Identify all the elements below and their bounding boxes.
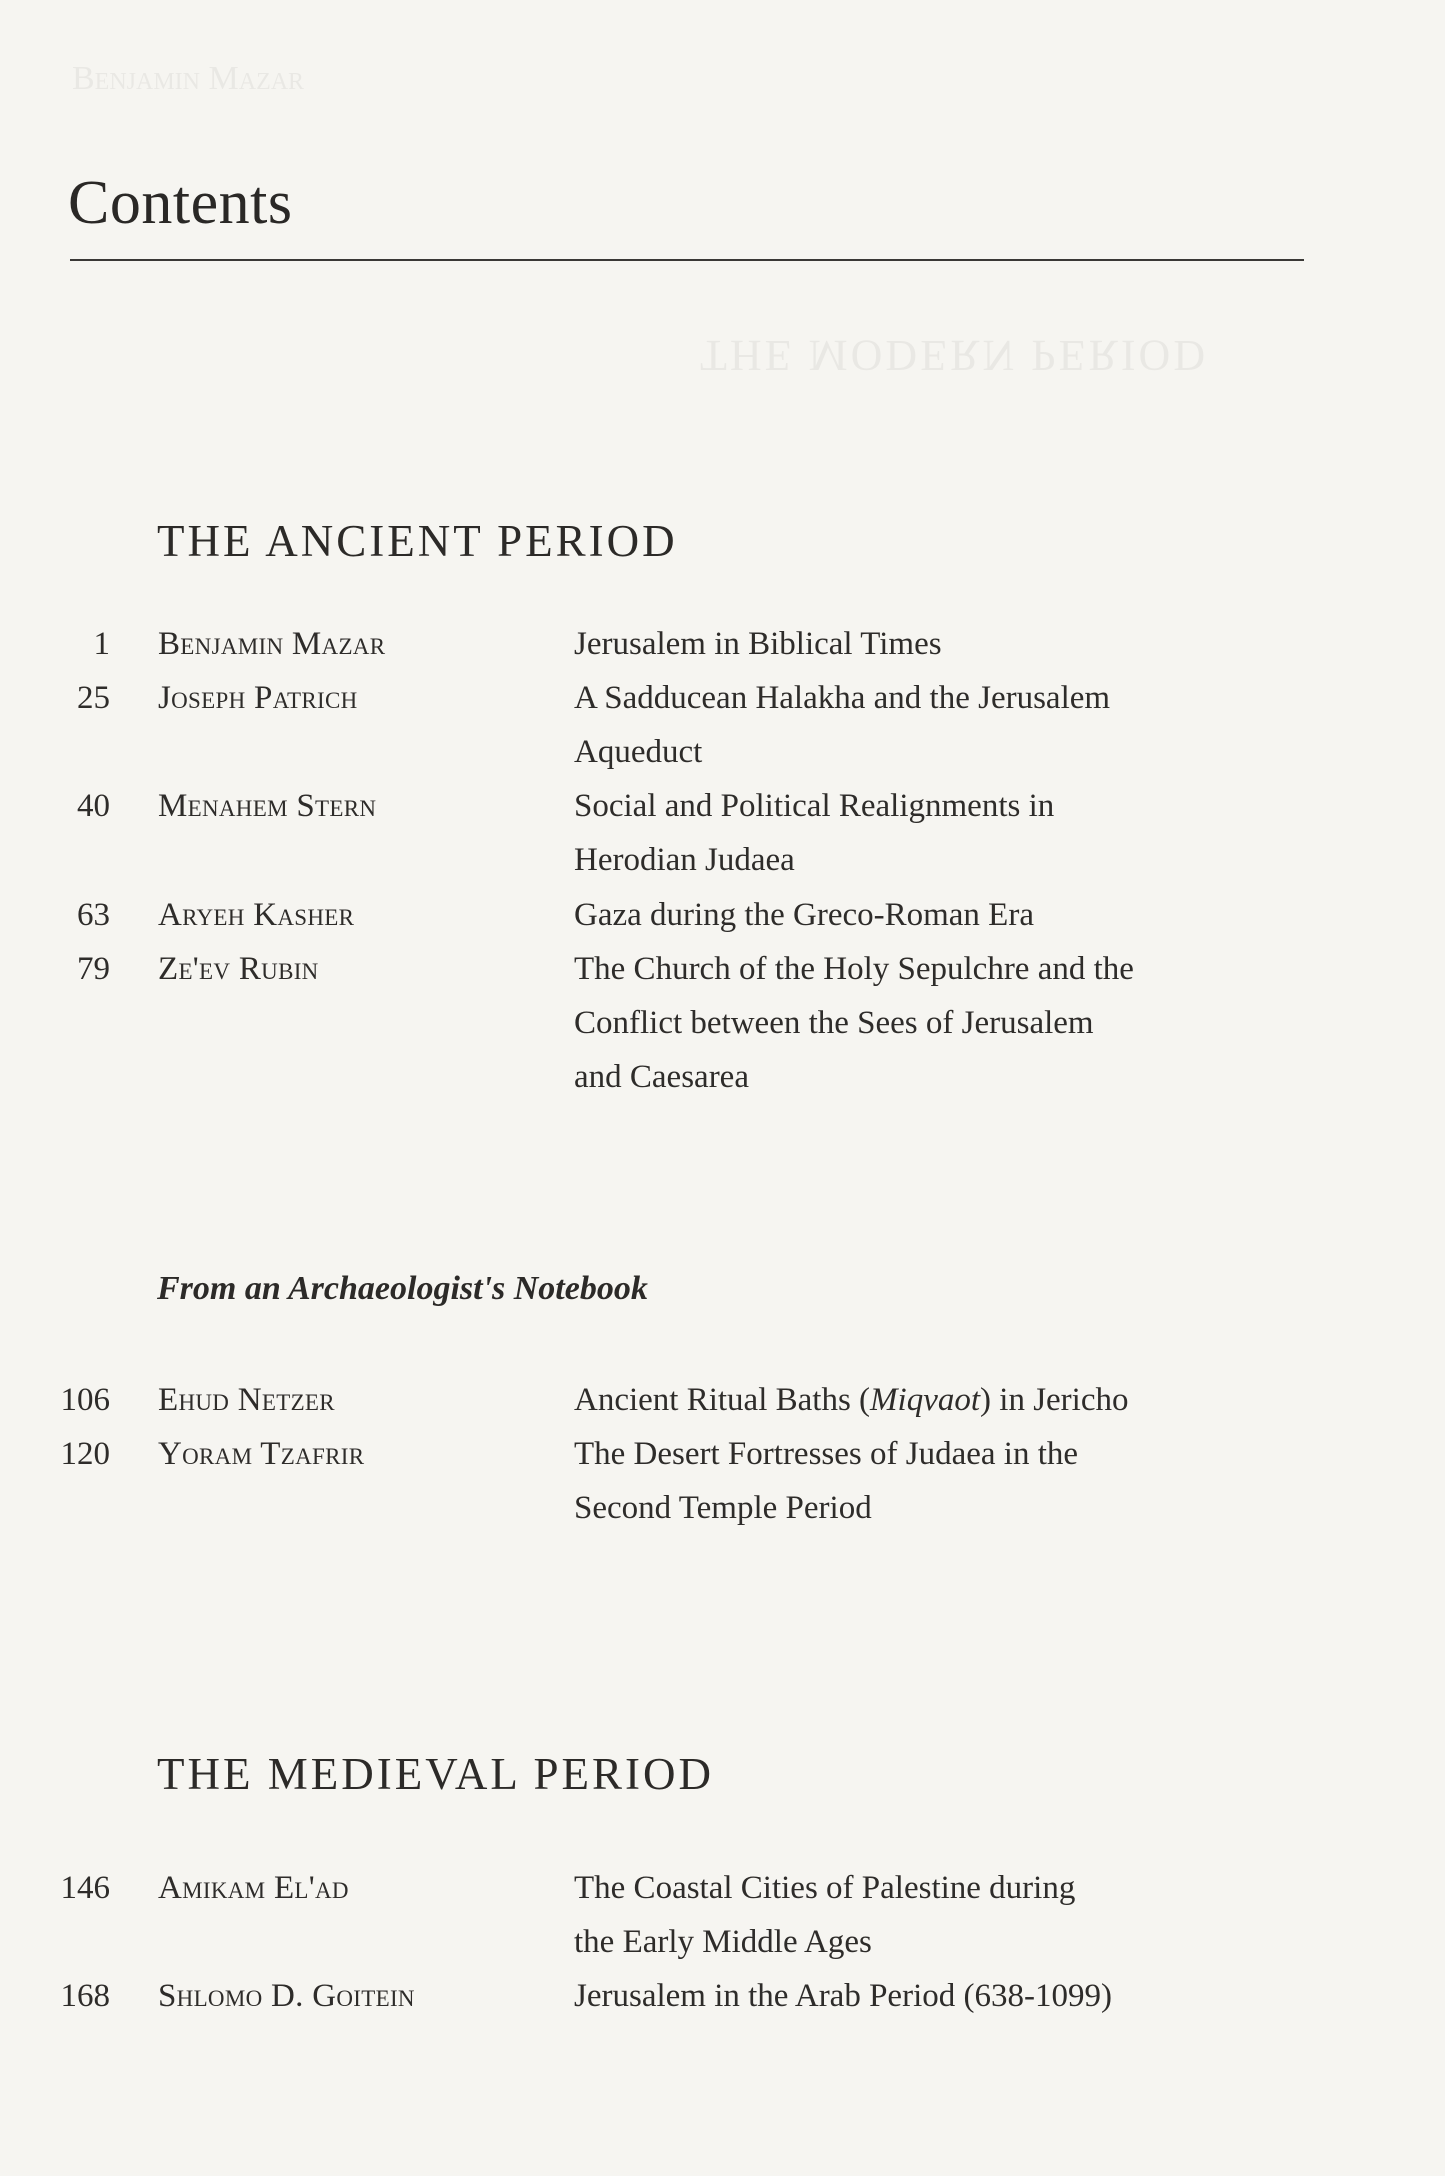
title-rule [70, 259, 1304, 261]
toc-title-line: The Desert Fortresses of Judaea in the [574, 1436, 1079, 1472]
toc-title-line: Herodian Judaea [574, 842, 795, 878]
toc-title-suffix: ) in Jericho [980, 1382, 1129, 1418]
toc-title[interactable] [574, 671, 1334, 779]
toc-title[interactable] [574, 888, 1334, 942]
toc-author: Amikam El'ad [158, 1870, 349, 1906]
section-heading-medieval: THE MEDIEVAL PERIOD [157, 1749, 714, 1799]
toc-title-line: Conflict between the Sees of Jerusalem [574, 1005, 1094, 1041]
toc-page-number: 25 [77, 680, 110, 716]
toc-author: Joseph Patrich [158, 680, 358, 716]
toc-author: Menahem Stern [158, 788, 377, 824]
toc-author: Ze'ev Rubin [158, 951, 319, 987]
toc-title[interactable] [574, 1373, 1334, 1427]
toc-page-number: 63 [77, 897, 110, 933]
section-heading-ancient: THE ANCIENT PERIOD [157, 516, 678, 566]
toc-author: Aryeh Kasher [158, 897, 355, 933]
toc-title[interactable] [574, 1861, 1334, 1969]
toc-title-line: and Caesarea [574, 1059, 749, 1095]
toc-title-line: Aqueduct [574, 734, 703, 770]
toc-page-number: 1 [93, 626, 110, 662]
show-through-running-head: Benjamin Mazar [72, 60, 305, 97]
toc-title-line [574, 1373, 1334, 1427]
toc-page-number: 168 [60, 1978, 110, 2014]
page-title: Contents [68, 169, 293, 237]
toc-page-number: 40 [77, 788, 110, 824]
toc-title-line: The Coastal Cities of Palestine during [574, 1870, 1076, 1906]
toc-page-number: 120 [60, 1436, 110, 1472]
toc-title-prefix: Ancient Ritual Baths ( [574, 1382, 871, 1418]
toc-author: Yoram Tzafrir [158, 1436, 365, 1472]
toc-title[interactable] [574, 1427, 1334, 1535]
toc-page-number: 146 [60, 1870, 110, 1906]
show-through-heading: THE MODERN PERIOD [700, 331, 1209, 380]
toc-title[interactable] [574, 942, 1334, 1104]
toc-title[interactable] [574, 779, 1334, 887]
subsection-heading-notebook: From an Archaeologist's Notebook [157, 1270, 648, 1307]
toc-title[interactable] [574, 1969, 1334, 2023]
toc-title[interactable] [574, 617, 1334, 671]
toc-title-line: The Church of the Holy Sepulchre and the [574, 951, 1134, 987]
toc-title-line: Social and Political Realignments in [574, 788, 1055, 824]
toc-title-italic: Miqvaot [870, 1382, 981, 1418]
toc-title-line: Gaza during the Greco-Roman Era [574, 897, 1034, 933]
toc-page-number: 106 [60, 1382, 110, 1418]
toc-title-line: Jerusalem in the Arab Period (638-1099) [574, 1978, 1112, 2014]
toc-author: Ehud Netzer [158, 1382, 335, 1418]
toc-title-line: Second Temple Period [574, 1490, 872, 1526]
toc-title-line: A Sadducean Halakha and the Jerusalem [574, 680, 1111, 716]
toc-author: Shlomo D. Goitein [158, 1978, 415, 2014]
toc-page-number: 79 [77, 951, 110, 987]
toc-author: Benjamin Mazar [158, 626, 386, 662]
toc-title-line: Jerusalem in Biblical Times [574, 626, 942, 662]
toc-title-line: the Early Middle Ages [574, 1924, 872, 1960]
